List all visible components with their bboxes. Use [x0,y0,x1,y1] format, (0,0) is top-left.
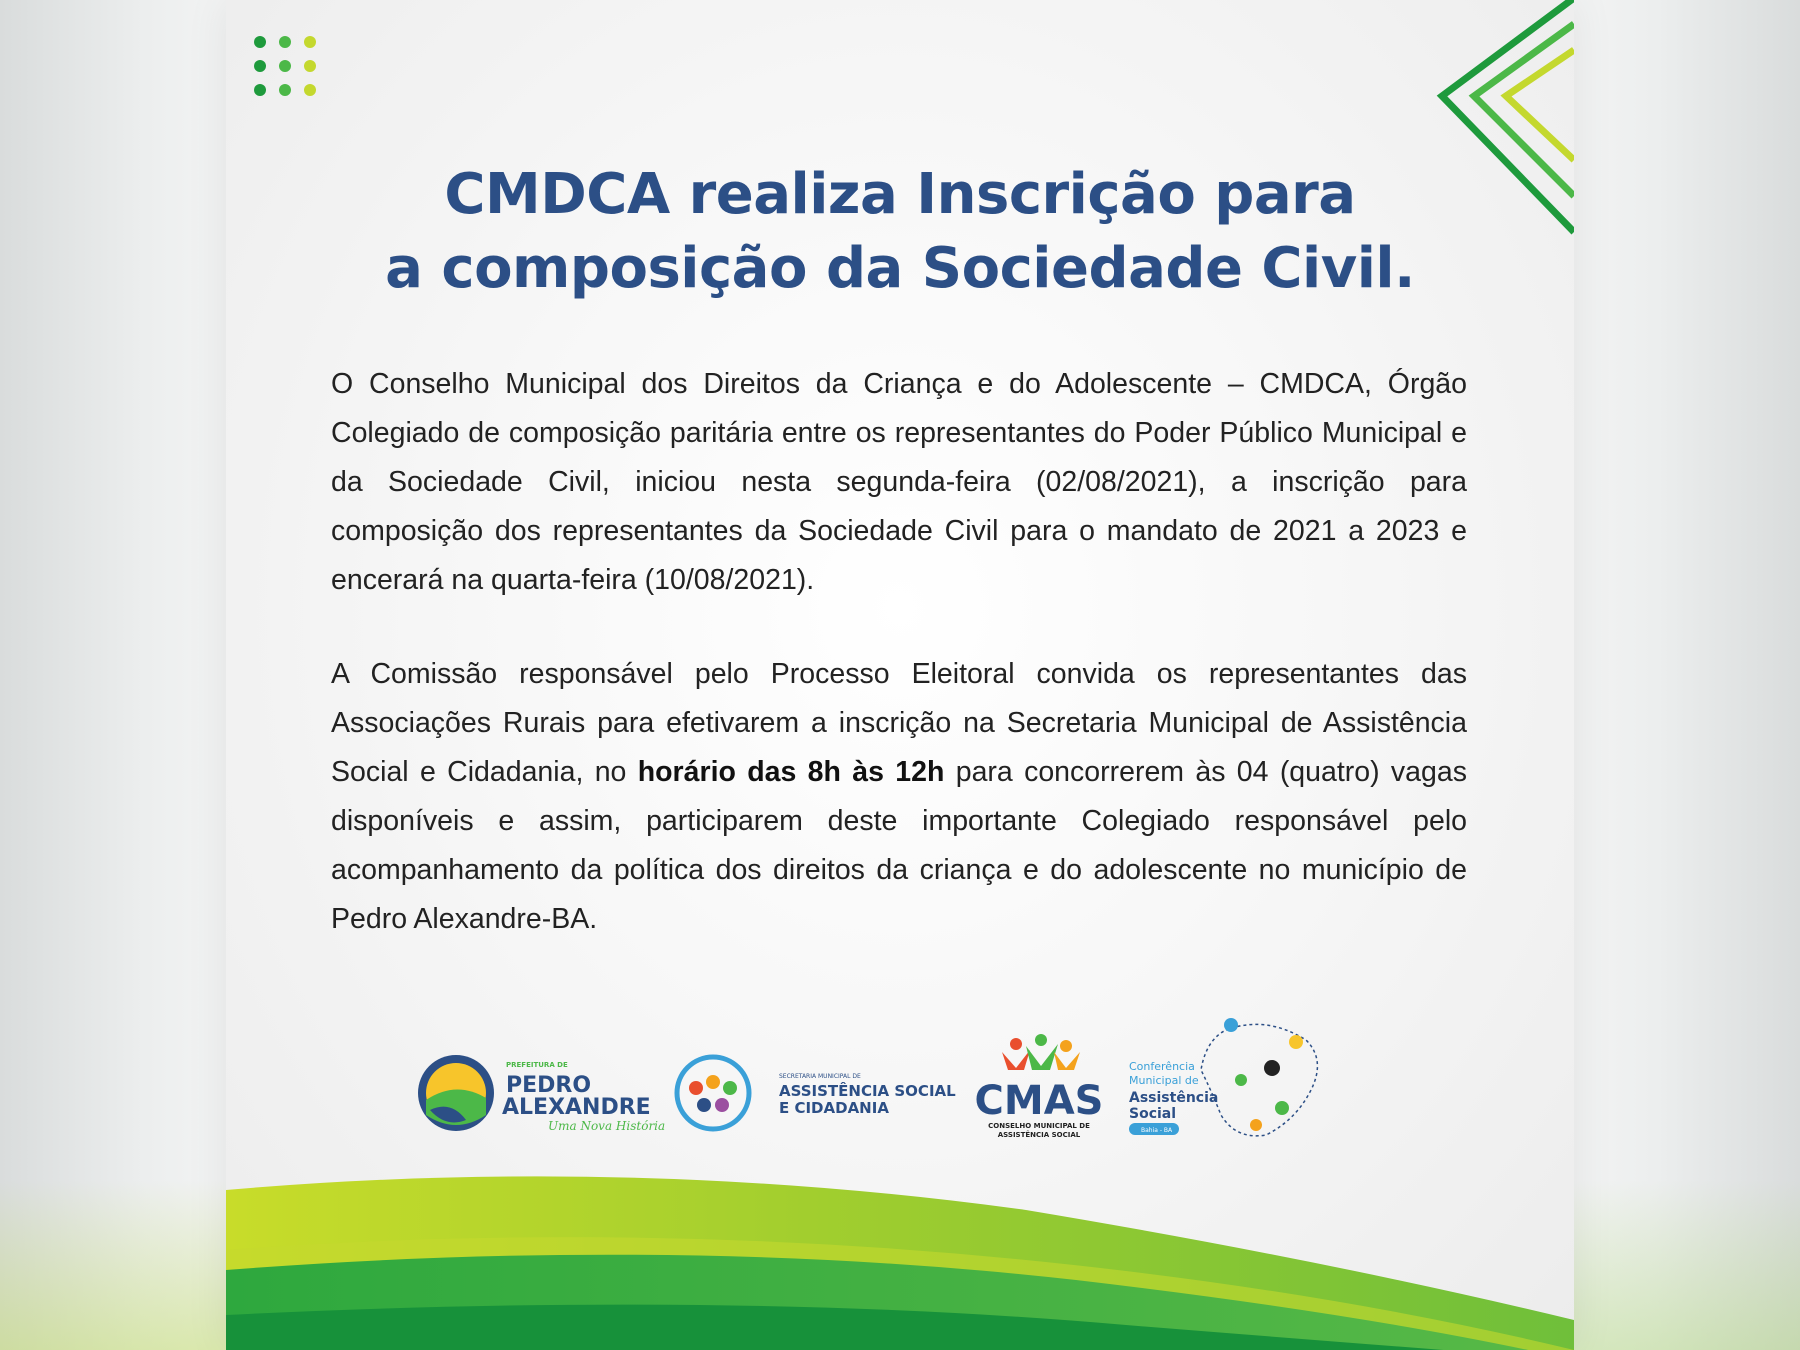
conferencia-line-1: Conferência [1129,1060,1195,1073]
conferencia-line-2: Municipal de [1129,1074,1199,1087]
sun-mountain-icon [418,1055,494,1131]
prefeitura-top-text: PREFEITURA DE [506,1061,568,1069]
page-title [226,158,1574,306]
secretaria-line-1: ASSISTÊNCIA SOCIAL [779,1082,956,1100]
conferencia-logo [1129,1018,1317,1136]
people-circle-icon [677,1057,749,1129]
title-line-1: CMDCA realiza Inscrição para [444,162,1356,227]
paragraph-2-text-after: para concorrerem às 04 (quatro) vagas disponíveis e assim, participarem deste importante Colegiado responsável pelo acompanhamento da política dos direitos da criança e do adolescente no município de Pedro Alexandre-BA. [331,756,1467,935]
logos-row [226,1010,1574,1160]
conferencia-line-4: Social [1129,1106,1177,1122]
secretaria-logo [677,1057,956,1129]
conferencia-line-3: Assistência [1129,1090,1219,1106]
prefeitura-name-2: ALEXANDRE [502,1095,651,1120]
dot-grid-decoration [254,36,318,96]
paragraph-1: O Conselho Municipal dos Direitos da Criança e do Adolescente – CMDCA, Órgão Colegiado de composição paritária entre os representantes do Poder Público Municipal e da Sociedade Civil, iniciou nesta segunda-feira (02/08/2021), a inscrição para composição dos representantes da Sociedade Civil para o mandato de 2021 a 2023 e encerará na quarta-feira (10/08/2021). [331,368,1467,596]
paragraph-2 [331,650,1467,944]
prefeitura-name-1: PEDRO [506,1073,592,1098]
announcement-card [226,0,1574,1350]
secretaria-top-text: SECRETARIA MUNICIPAL DE [779,1073,861,1080]
bottom-wave-decoration [226,1150,1574,1350]
left-background-glow [0,1180,226,1350]
prefeitura-logo [418,1055,665,1133]
people-figures-icon [1002,1034,1080,1070]
cmas-name: CMAS [974,1078,1104,1124]
secretaria-line-2: E CIDADANIA [779,1099,889,1117]
title-line-2: a composição da Sociedade Civil. [385,236,1415,301]
paragraph-2-bold-hours: horário das 8h às 12h [637,756,945,788]
cmas-sub-1: CONSELHO MUNICIPAL DE [988,1122,1090,1130]
conferencia-badge: Bahia - BA [1141,1127,1173,1134]
cmas-logo [975,1034,1104,1139]
paragraph-2-text-before: A Comissão responsável pelo Processo Eleitoral convida os representantes das Associações Rurais para efetivarem a inscrição na Secretaria Municipal de Assistência Social e Cidadania, no [331,658,1467,788]
brazil-map-icon [1201,1018,1317,1136]
prefeitura-slogan: Uma Nova História [548,1119,666,1133]
cmas-sub-2: ASSISTÊNCIA SOCIAL [997,1131,1081,1139]
right-background-glow [1574,1180,1800,1350]
